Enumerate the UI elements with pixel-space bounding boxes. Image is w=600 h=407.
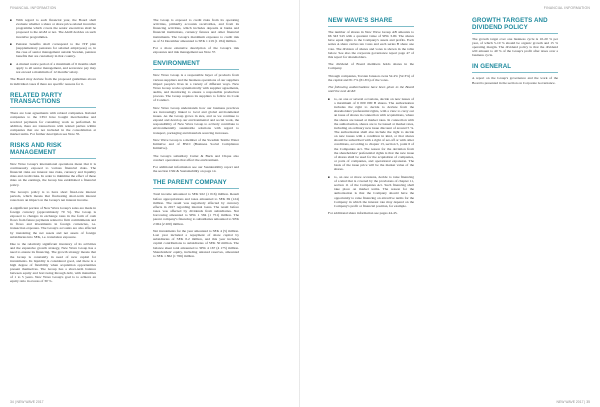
body-paragraph: Through companies, Torsten Jansson owns 52.4% (52.3%) of the capital and 81.7% (81.6%) of the votes. [328,73,415,82]
heading-risks: RISKS AND RISK MANAGEMENT [10,143,96,159]
body-paragraph: A report on the Group's governance and the work of the Board is presented in the section on Corporate Governance. [472,76,558,85]
body-paragraph: For a more extensive description of the Group's risk exposures and risk management see Note 37. [153,46,239,55]
body-paragraph: The Group is exposed to credit risks from its operating activities, primarily accounts receivables, and from its financing activities, which includes deposits at banks and financial institutions, currency futures and other financial instruments. The Group's maximum exposure to credit risk as of 31 December amounted to SEK 1 219 (1 184) million. [153,18,239,43]
bullet-item: ■ to, on one or several occasions, decide on new issues of a maximum of 6 000 000 B shares. The authorisation includes the right to decide to deviate from the shareholders' preferential rights, with a view to carry out an issue of shares in connection with acquisitions, where the shares are issued at market rates. In connection with the authorisation, shares are to be issued at market rates, including an ordinary new issue discount of around 5 %. The authorization shall also include the right to decide on new issues with a condition in kind, or that shares should be subscribed with a right of set-off or with other conditions, according to chapter 13, section 5, point 6 of the Companies Act. The reason for the deviation from the shareholders' preferential rights is that the new issue of shares shall be used for the acquisition of companies, or parts of companies, and operational expansion. The basis of the issue price will be the market value of the shares. [328,97,414,172]
body-paragraph: The Group's policy is to have short fixed-rate interest periods, which means that fluctuating short-term interest rates have an impact on the Group's net interest income. [10,189,96,203]
body-paragraph: A significant portion of New Wave Group's sales are made in foreign currency (approximately 70 %). The Group is exposed to changes in exchange rates in the form of cash flows from future payments related to firm commitments and in flows and investments in foreign currencies, i.e. transaction exposure. The Group's accounts are also affected by translating the net assets and net assets of foreign subsidiaries into SEK, i.e. translation exposure. [10,205,96,239]
right-column-1 [328,18,414,219]
body-paragraph: Due to the relatively significant inventory of its activities and the expansive growth strategy, New Wave Group has a need to ensure its financing. The growth strategy means that the Group is constantly in need of new capital for investments. Its liquidity is considered good, and there is a high degree of flexibility when acquisition opportunities present themselves. The Group has a short-term balance between equity and borrowing through debt, with maturities of 1 to 5 years. New Wave Group's goal is to achieve an equity ratio in excess of 30 %. [10,242,96,284]
heading-related-party: RELATED PARTY TRANSACTIONS [10,93,96,109]
body-paragraph: The number of shares in New Wave Group AB amounts to 66 343 543 with a quotient value of SEK 3.00. The shares have equal rights to the Company's assets and profits. Each series A share carries ten votes and each series B share one vote. The division of shares and votes is shown in the table below. See also the corporate governance report page 47 of this report for shareholders. [328,29,414,59]
body-paragraph: The Board may deviate from the proposed guidelines above in individual cases if there are specific reasons for it. [10,77,96,86]
body-paragraph: The growth target over one business cycle is 10-20 % per year, of which 5-10 % should be organic growth and 15 % operating margin. The dividend policy is that the dividend will amount to 40 % of the Group's profit after taxes over a business cycle. [472,36,558,58]
bullet-item: ■ to, on one or more occasions, decide to raise financing of a kind that is covered by the provisions of chapter 11, section 11 of the Companies Act. Such financing shall take place on market terms. The reason for the authorisation is that the Company should have the opportunity to raise financing on attractive terms for the Company in which the interest rate may depend on the Company's profit or financial position, for example. [328,175,414,208]
body-paragraph: Total income amounted to SEK 922 (1 016) million. Result before appropriations and taxes amounted to SEK 69 (124) million. The result was negatively affected by currency effects in 2017 regarding internal loans. The result before taxes was affected by dividends from subsidiaries. Net borrowing amounted to SEK 1 584 (1 751) million. The parent company's financing to subsidiaries amounted to SEK 2 064 (2 200) million. [153,192,239,226]
left-page-number: 34 | NEW WAVE 2017 [10,400,44,404]
heading-in-general: IN GENERAL [472,64,558,73]
right-page [300,0,600,407]
body-paragraph: ■ With regard to each financial year, the Board shall evaluate whether a share or share price-related incentive programme which covers the senior executives shall be proposed to the AGM or not. The AGM decides on such incentive programmes. [10,18,96,39]
right-running-head: FINANCIAL INFORMATION [543,6,590,10]
heading-environment: ENVIRONMENT [153,61,239,70]
body-paragraph: ■ A mutual notice period of a maximum of 6 months shall apply to all senior management, and severance pay may not exceed a maximum of 12 months' salary. [10,62,96,74]
body-paragraph: There are loan agreements with related companies. Related companies to the CEO have bought merchandise and received payments for consulting work as performed. In addition, there are transactions with related parties within companies that are not included in the consolidation at market terms. For further description see Note 35. [10,111,96,137]
left-running-head: FINANCIAL INFORMATION [10,6,57,10]
left-column-1 [10,18,96,287]
body-paragraph: The dividend of Board members holds shares in the Company. [328,62,414,71]
left-column-2 [153,18,239,261]
heading-parent-company: THE PARENT COMPANY [153,180,239,189]
body-paragraph: New Wave Group understands how our business practices are increasingly linked to local and global environmental issues. As the Group grows in size, and as we continue to expand and develop our environmental and social work, the responsibility of New Wave Group to actively contribute to environmentally sustainable solutions with regard to transport, packaging and materials sourcing increases. [153,105,239,135]
body-paragraph: New Wave Group's international operations mean that it is continuously exposed to various financial risks. The financial risks are interest rate risks, currency and liquidity risks and credit risks. In order to minimise the effect of these risks on the earnings, the Group has established a financial policy. [10,161,96,187]
body-paragraph: For additional share information see pages 44-45. [328,211,398,216]
heading-share: NEW WAVE'S SHARE [328,18,414,27]
right-column-2 [472,18,558,88]
body-paragraph: The Group's subsidiary Cutter & Buck and Clique also conduct operations that affect the environment. [153,153,239,162]
body-paragraph: New Wave Group is a responsible buyer of products from various suppliers and the business operations of our suppliers impact people's lives in a variety of different ways. New Wave Group works systematically with supplier agreements, audits, and monitoring to ensure a responsible production process. The Group requires its suppliers to follow its Code of Conduct. [153,73,239,103]
body-paragraph: For additional information see our Sustainability report and the section CSR & Sustainability on page 14. [153,165,239,174]
authorisation-intro: The following authorisations have been given to the Board until the next AGM: [328,85,414,94]
heading-growth-targets: GROWTH TARGETS AND DIVIDEND POLICY [472,18,558,34]
body-paragraph: Net investments for the year amounted to SEK 4 (5) million. Last year included a repayment of share capital by subsidiaries of SEK 0.2 million, and this year includes capital contributions to subsidiaries of SEK 50 million. The balance sheet total amounted to SEK 4 167 (4 175) million. Shareholders' equity, including untaxed reserves, amounted to SEK 1 862 (1 766) million. [153,228,239,258]
body-paragraph: New Wave Group is a member of the Swedish Textile Water Initiative and of BSCI (Business Social Compliance Initiative). [153,137,239,151]
right-page-number: NEW WAVE 2017 | 35 [556,400,590,404]
body-paragraph: ■ Pension benefits shall correspond to the ITP plan (supplementary pensions for salaried employees) or, in the case of senior management outside Sweden, pension benefits that are customary in that country. [10,42,96,59]
